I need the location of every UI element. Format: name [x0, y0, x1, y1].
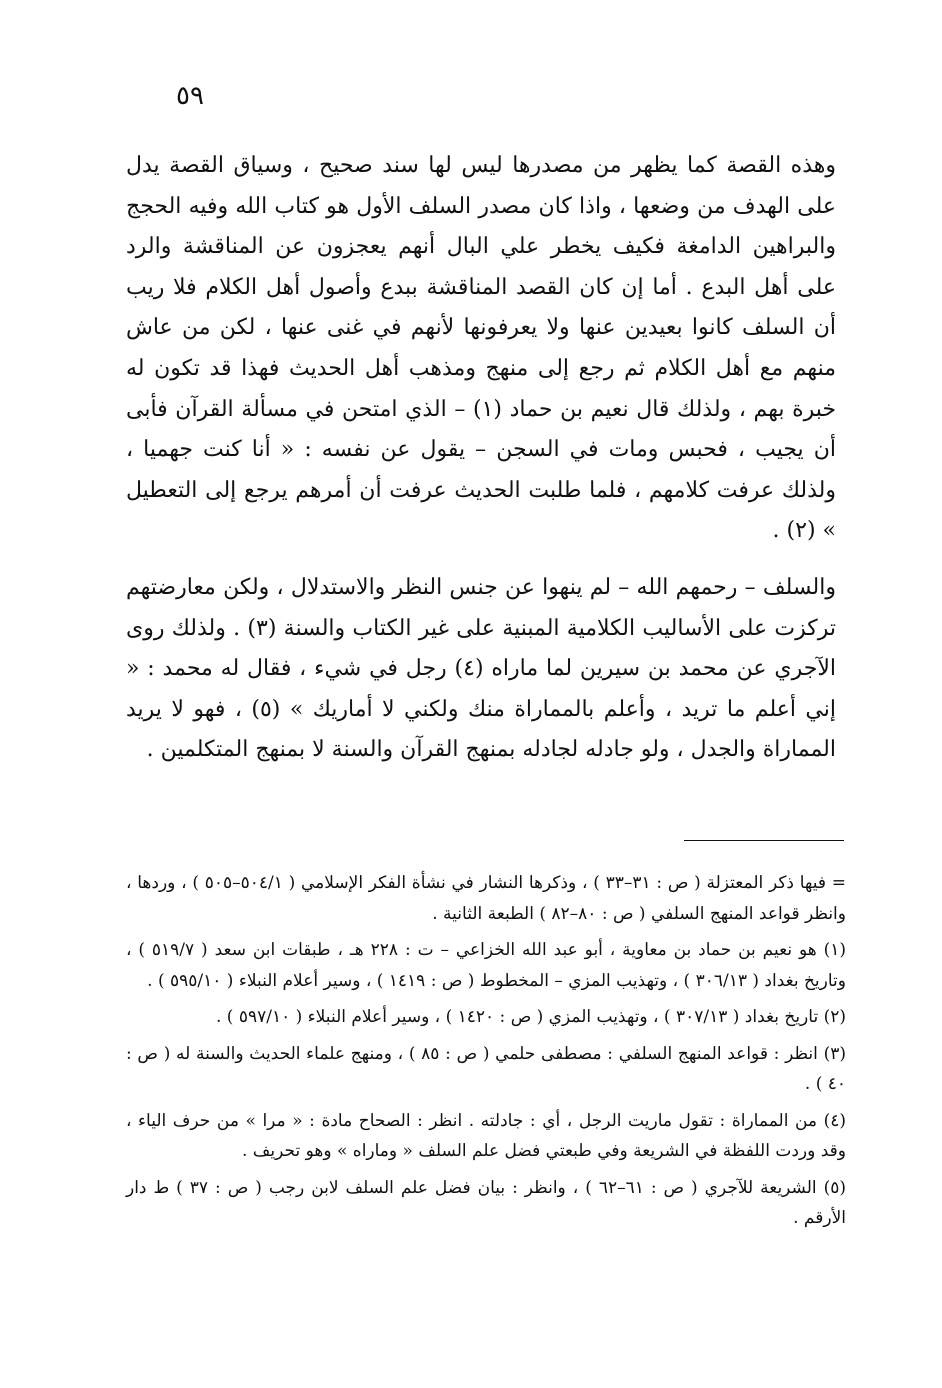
footnote-separator [684, 840, 844, 841]
paragraph-2: والسلف – رحمهم الله – لم ينهوا عن جنس النظر والاستدلال ، ولكن معارضتهم تركزت على الأساليب الكلامية المبنية على غير الكتاب والسنة (٣) . ولذلك روى الآجري عن محمد بن سيرين لما ماراه (٤) رجل في شيء ، فقال له محمد : « إني أعلم ما تريد ، وأعلم بالمماراة منك ولكني لا أماريك » (٥) ، فهو لا يريد المماراة والجدل ، ولو جادله لجادله بمنهج القرآن والسنة لا بمنهج المتكلمين . [126, 574, 837, 763]
footnote-3: (٣) انظر : قواعد المنهج السلفي : مصطفى حلمي ( ص : ٨٥ ) ، ومنهج علماء الحديث والسنة له ( ص : ٤٠ ) . [126, 1043, 846, 1094]
page-number: ٥٩ [176, 81, 204, 111]
paragraph-1: وهذه القصة كما يظهر من مصدرها ليس لها سند صحيح ، وسياق القصة يدل على الهدف من وضعها ، واذا كان مصدر السلف الأول هو كتاب الله وفيه الحجج والبراهين الدامغة فكيف يخطر علي البال أنهم يعجزون عن المناقشة والرد على أهل البدع . أما إن كان القصد المناقشة ببدع وأصول أهل الكلام فلا ريب أن السلف كانوا بعيدين عنها ولا يعرفونها لأنهم في غنى عنها ، لكن من عاش منهم مع أهل الكلام ثم رجع إلى منهج ومذهب أهل الحديث فهذا قد تكون له خبرة بهم ، ولذلك قال نعيم بن حماد (١) – الذي امتحن في مسألة القرآن فأبى أن يجيب ، فحبس ومات في السجن – يقول عن نفسه : « أنا كنت جهميا ، ولذلك عرفت كلامهم ، فلما طلبت الحديث عرفت أن أمرهم يرجع إلى التعطيل » (٢) . [126, 153, 836, 544]
footnote-1: (١) هو نعيم بن حماد بن معاوية ، أبو عبد الله الخزاعي – ت : ٢٢٨ هـ ، طبقات ابن سعد ( ٥١٩/٧ ) ، وتاريخ بغداد ( ٣٠٦/١٣ ) ، وتهذيب المزي – المخطوط ( ص : ١٤١٩ ) ، وسير أعلام النبلاء ( ٥٩٥/١٠ ) . [126, 940, 846, 991]
footnotes [126, 868, 846, 1240]
footnote-5: (٥) الشريعة للآجري ( ص : ٦١–٦٢ ) ، وانظر : بيان فضل علم السلف لابن رجب ( ص : ٣٧ ) ط دار الأرقم . [126, 1177, 847, 1228]
main-text [126, 146, 836, 771]
footnote-2: (٢) تاريخ بغداد ( ٣٠٧/١٣ ) ، وتهذيب المزي ( ص : ١٤٢٠ ) ، وسير أعلام النبلاء ( ٥٩٧/١٠ ) . [216, 1007, 846, 1027]
footnote-continued: = فيها ذكر المعتزلة ( ص : ٣١–٣٣ ) ، وذكرها النشار في نشأة الفكر الإسلامي ( ٥٠٤/١–٥٠٥ ) ، وردها ، وانظر قواعد المنهج السلفي ( ص : ٨٠–٨٢ ) الطبعة الثانية . [126, 873, 846, 924]
footnote-4: (٤) من المماراة : تقول ماريت الرجل ، أي : جادلته . انظر : الصحاح مادة : « مرا » من حرف الياء ، وقد وردت اللفظة في الشريعة وفي طبعتي فضل علم السلف « وماراه » وهو تحريف . [126, 1110, 846, 1161]
